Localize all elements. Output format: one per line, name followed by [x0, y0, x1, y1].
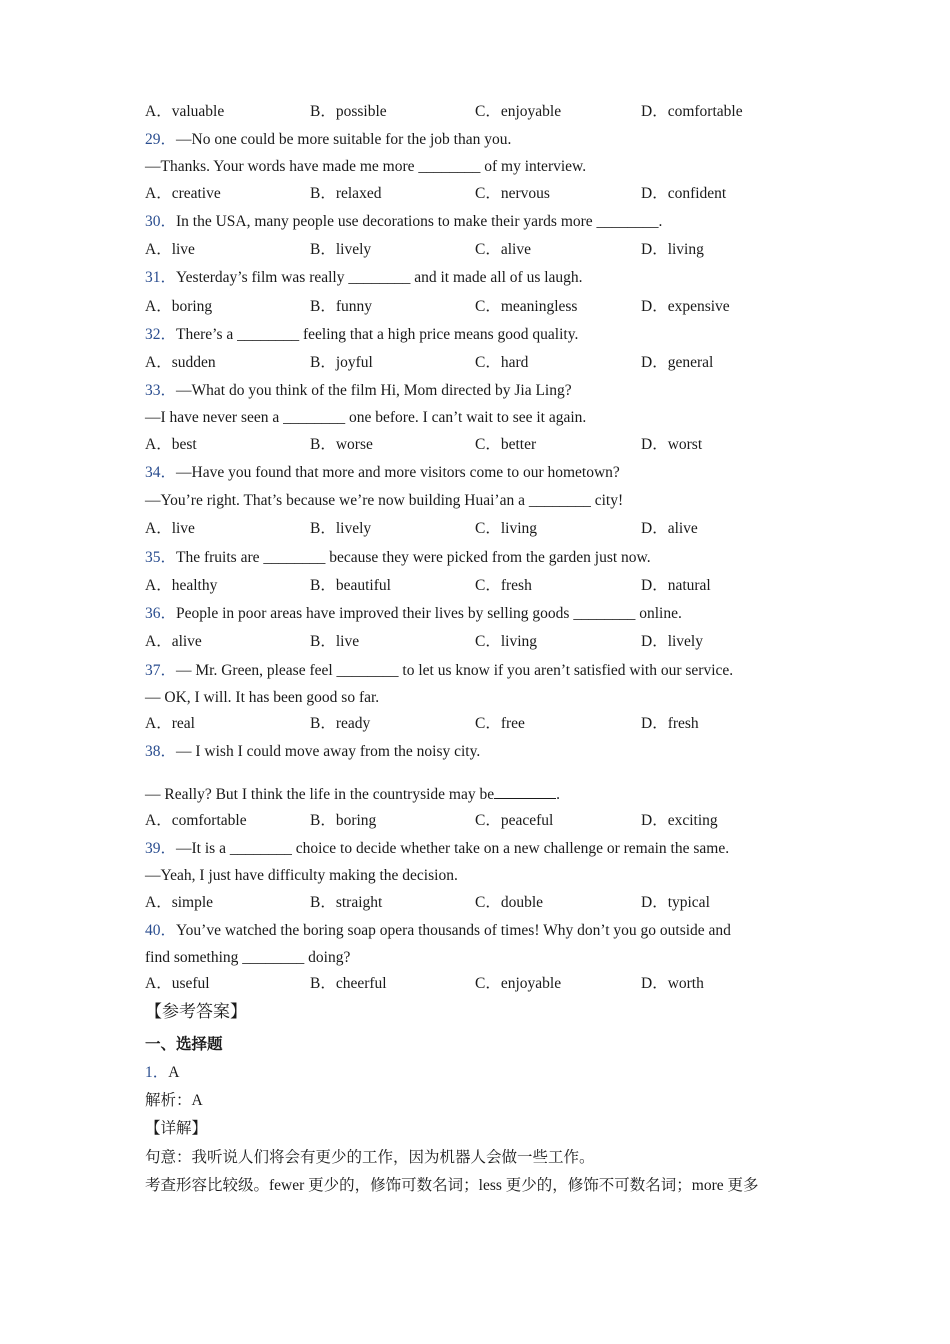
q32-option-d[interactable]: D．general	[641, 354, 714, 371]
q34-stem-line1	[145, 463, 620, 483]
q40-option-d[interactable]: D．worth	[641, 975, 704, 992]
q33-stem-line2: —I have never seen a ________ one before. I can’t wait to see it again.	[145, 409, 587, 426]
q39-text: —It is a ________ choice to decide whether take on a new challenge or remain the same.	[176, 840, 730, 857]
q36-options	[145, 632, 845, 652]
q36-number: 36．	[145, 605, 177, 622]
q38-stem-line2	[145, 784, 560, 805]
q34-number: 34．	[145, 464, 177, 481]
q31-option-a[interactable]: A．boring	[145, 298, 213, 315]
q33-option-b[interactable]: B．worse	[310, 436, 373, 453]
q29-text: —No one could be more suitable for the job than you.	[176, 131, 512, 148]
q29-option-d[interactable]: D．confident	[641, 185, 727, 202]
q38-reply-text: — Really? But I think the life in the countryside may be	[145, 786, 495, 803]
q38-options	[145, 811, 845, 831]
q33-option-a[interactable]: A．best	[145, 436, 197, 453]
q30-text: In the USA, many people use decorations to make their yards more ________.	[176, 213, 663, 230]
q32-options	[145, 353, 845, 373]
q39-option-a[interactable]: A．simple	[145, 894, 214, 911]
q31-option-c[interactable]: C．meaningless	[475, 298, 578, 315]
q39-option-d[interactable]: D．typical	[641, 894, 710, 911]
q36-stem-line1	[145, 604, 682, 624]
q33-stem-line1	[145, 381, 572, 401]
q29-option-b[interactable]: B．relaxed	[310, 185, 382, 202]
q28-option-a[interactable]: A．valuable	[145, 103, 225, 120]
q34-option-b[interactable]: B．lively	[310, 520, 372, 537]
q38-option-a[interactable]: A．comfortable	[145, 812, 247, 829]
q38-text: — I wish I could move away from the noisy city.	[176, 743, 481, 760]
translation-line: 句意：我听说人们将会有更少的工作，因为机器人会做一些工作。	[145, 1149, 595, 1166]
q28-option-d[interactable]: D．comfortable	[641, 103, 743, 120]
q35-option-c[interactable]: C．fresh	[475, 577, 532, 594]
q29-option-a[interactable]: A．creative	[145, 185, 221, 202]
q40-option-c[interactable]: C．enjoyable	[475, 975, 562, 992]
q39-stem-line1	[145, 839, 729, 859]
q28-option-c[interactable]: C．enjoyable	[475, 103, 562, 120]
q38-option-b[interactable]: B．boring	[310, 812, 377, 829]
q32-text: There’s a ________ feeling that a high price means good quality.	[176, 326, 579, 343]
q32-option-c[interactable]: C．hard	[475, 354, 529, 371]
q37-stem-line1	[145, 661, 733, 681]
q36-option-b[interactable]: B．live	[310, 633, 360, 650]
q30-number: 30．	[145, 213, 177, 230]
q31-options	[145, 297, 845, 317]
q33-option-d[interactable]: D．worst	[641, 436, 703, 453]
q30-option-c[interactable]: C．alive	[475, 241, 531, 258]
q37-option-d[interactable]: D．fresh	[641, 715, 699, 732]
analysis-line: 解析：A	[145, 1092, 203, 1109]
q36-option-a[interactable]: A．alive	[145, 633, 202, 650]
q29-stem-line2: —Thanks. Your words have made me more ________ of my interview.	[145, 158, 587, 175]
q30-options	[145, 240, 845, 260]
answer-1-value: A	[168, 1064, 180, 1081]
q34-options	[145, 519, 845, 539]
q40-stem-line1	[145, 921, 731, 941]
q30-option-a[interactable]: A．live	[145, 241, 195, 258]
q35-number: 35．	[145, 549, 177, 566]
answer-1	[145, 1063, 179, 1083]
q31-option-d[interactable]: D．expensive	[641, 298, 730, 315]
q40-number: 40．	[145, 922, 177, 939]
q33-option-c[interactable]: C．better	[475, 436, 537, 453]
q36-option-c[interactable]: C．living	[475, 633, 538, 650]
q31-stem-line1	[145, 268, 583, 288]
q30-option-d[interactable]: D．living	[641, 241, 704, 258]
answers-title: 【参考答案】	[145, 1002, 247, 1021]
q39-stem-line2: —Yeah, I just have difficulty making the decision.	[145, 867, 458, 884]
q39-option-b[interactable]: B．straight	[310, 894, 383, 911]
q31-text: Yesterday’s film was really ________ and it made all of us laugh.	[176, 269, 583, 286]
q37-option-a[interactable]: A．real	[145, 715, 195, 732]
q34-text: —Have you found that more and more visitors come to our hometown?	[176, 464, 620, 481]
q33-number: 33．	[145, 382, 177, 399]
q32-number: 32．	[145, 326, 177, 343]
q32-option-a[interactable]: A．sudden	[145, 354, 216, 371]
q32-option-b[interactable]: B．joyful	[310, 354, 373, 371]
q35-stem-line1	[145, 548, 651, 568]
q40-stem-line2: find something ________ doing?	[145, 949, 351, 966]
q28-options	[145, 102, 845, 122]
q39-number: 39．	[145, 840, 177, 857]
q30-option-b[interactable]: B．lively	[310, 241, 372, 258]
q34-option-a[interactable]: A．live	[145, 520, 195, 537]
q36-option-d[interactable]: D．lively	[641, 633, 703, 650]
q29-option-c[interactable]: C．nervous	[475, 185, 550, 202]
q37-stem-line2: — OK, I will. It has been good so far.	[145, 689, 380, 706]
q35-text: The fruits are ________ because they were picked from the garden just now.	[176, 549, 651, 566]
q38-option-c[interactable]: C．peaceful	[475, 812, 554, 829]
q35-option-b[interactable]: B．beautiful	[310, 577, 391, 594]
q39-option-c[interactable]: C．double	[475, 894, 544, 911]
q35-option-d[interactable]: D．natural	[641, 577, 711, 594]
q34-stem-line2: —You’re right. That’s because we’re now building Huai’an a ________ city!	[145, 492, 624, 509]
answer-1-number: 1．	[145, 1064, 169, 1081]
q33-text: —What do you think of the film Hi, Mom directed by Jia Ling?	[176, 382, 572, 399]
q31-number: 31．	[145, 269, 177, 286]
q32-stem-line1	[145, 325, 578, 345]
detail-label: 【详解】	[145, 1120, 208, 1137]
q29-stem-line1	[145, 130, 511, 150]
q35-option-a[interactable]: A．healthy	[145, 577, 218, 594]
q35-options	[145, 576, 845, 596]
q39-options	[145, 893, 845, 913]
q29-options	[145, 184, 845, 204]
q37-number: 37．	[145, 662, 177, 679]
q36-text: People in poor areas have improved their lives by selling goods ________ online.	[176, 605, 682, 622]
q38-period: .	[556, 786, 560, 803]
q37-options	[145, 714, 845, 734]
q34-option-d[interactable]: D．alive	[641, 520, 698, 537]
q38-answer-blank	[494, 784, 556, 799]
q37-text: — Mr. Green, please feel ________ to let us know if you aren’t satisfied with our service.	[176, 662, 734, 679]
q28-option-b[interactable]: B．possible	[310, 103, 387, 120]
q40-options	[145, 974, 845, 994]
q38-stem-line1	[145, 742, 480, 762]
q33-options	[145, 435, 845, 455]
section-heading: 一、选择题	[145, 1036, 223, 1053]
q37-option-c[interactable]: C．free	[475, 715, 525, 732]
explanation-line: 考查形容比较级。fewer 更少的，修饰可数名词；less 更少的，修饰不可数名词；more 更多	[145, 1177, 759, 1194]
q38-number: 38．	[145, 743, 177, 760]
q40-option-b[interactable]: B．cheerful	[310, 975, 387, 992]
q34-option-c[interactable]: C．living	[475, 520, 538, 537]
q40-option-a[interactable]: A．useful	[145, 975, 210, 992]
q29-number: 29．	[145, 131, 177, 148]
q40-text: You’ve watched the boring soap opera thousands of times! Why don’t you go outside and	[176, 922, 731, 939]
q30-stem-line1	[145, 212, 662, 232]
q37-option-b[interactable]: B．ready	[310, 715, 371, 732]
q38-option-d[interactable]: D．exciting	[641, 812, 718, 829]
q31-option-b[interactable]: B．funny	[310, 298, 373, 315]
